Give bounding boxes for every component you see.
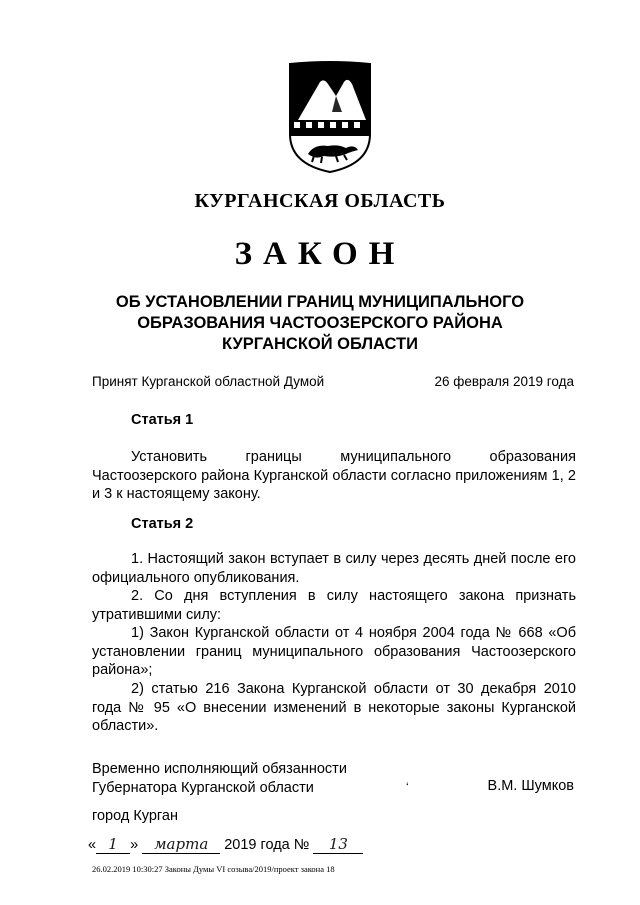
article-2-paragraph-3: 1) Закон Курганской области от 4 ноября 2004 года № 668 «Об установлении границ муниципального образования Частоозерского района»; (92, 625, 576, 678)
registration-day: 1 (96, 835, 130, 854)
city: город Курган (92, 808, 178, 824)
coat-of-arms-emblem (284, 60, 376, 175)
article-2-paragraph-4: 2) статью 216 Закона Курганской области от 30 декабря 2010 года № 95 «О внесении изменений в некоторые законы Курганской области». (92, 681, 576, 734)
title-line: КУРГАНСКОЙ ОБЛАСТИ (222, 335, 418, 353)
article-2-paragraph-1: 1. Настоящий закон вступает в силу через десять дней после его официального опубликования. (92, 551, 576, 586)
document-type: ЗАКОН (234, 236, 406, 272)
signatory-title-line: Губернатора Курганской области (92, 779, 314, 796)
document-title (0, 292, 640, 355)
registration-month: марта (142, 835, 220, 854)
article-1-text: Установить границы муниципального образования Частоозерского района Курганской области согласно приложениям 1, 2 и 3 к настоящему закону. (92, 449, 576, 502)
article-2-heading: Статья 2 (131, 516, 194, 532)
signature-mark: ‘ (406, 780, 409, 794)
registration-year: 2019 года № (224, 837, 310, 853)
footer-note: 26.02.2019 10:30:27 Законы Думы VI созыва/2019/проект закона 18 (92, 864, 335, 874)
article-2-paragraph-2: 2. Со дня вступления в силу настоящего закона признать утратившими силу: (92, 588, 576, 623)
signatory-title (92, 760, 347, 797)
title-line: ОБРАЗОВАНИЯ ЧАСТООЗЕРСКОГО РАЙОНА (137, 314, 503, 332)
article-1-heading: Статья 1 (131, 412, 194, 428)
title-line: ОБ УСТАНОВЛЕНИИ ГРАНИЦ МУНИЦИПАЛЬНОГО (115, 293, 525, 311)
signatory-title-line: Временно исполняющий обязанности (92, 761, 347, 777)
adopted-date: 26 февраля 2019 года (434, 374, 574, 389)
open-quote: « (88, 837, 97, 853)
region-heading: КУРГАНСКАЯ ОБЛАСТЬ (194, 190, 446, 212)
registration-line (88, 835, 363, 854)
close-quote: » (130, 837, 139, 853)
signatory-name: В.М. Шумков (487, 778, 574, 794)
adopted-by: Принят Курганской областной Думой (92, 374, 325, 389)
registration-number: 13 (313, 835, 363, 854)
